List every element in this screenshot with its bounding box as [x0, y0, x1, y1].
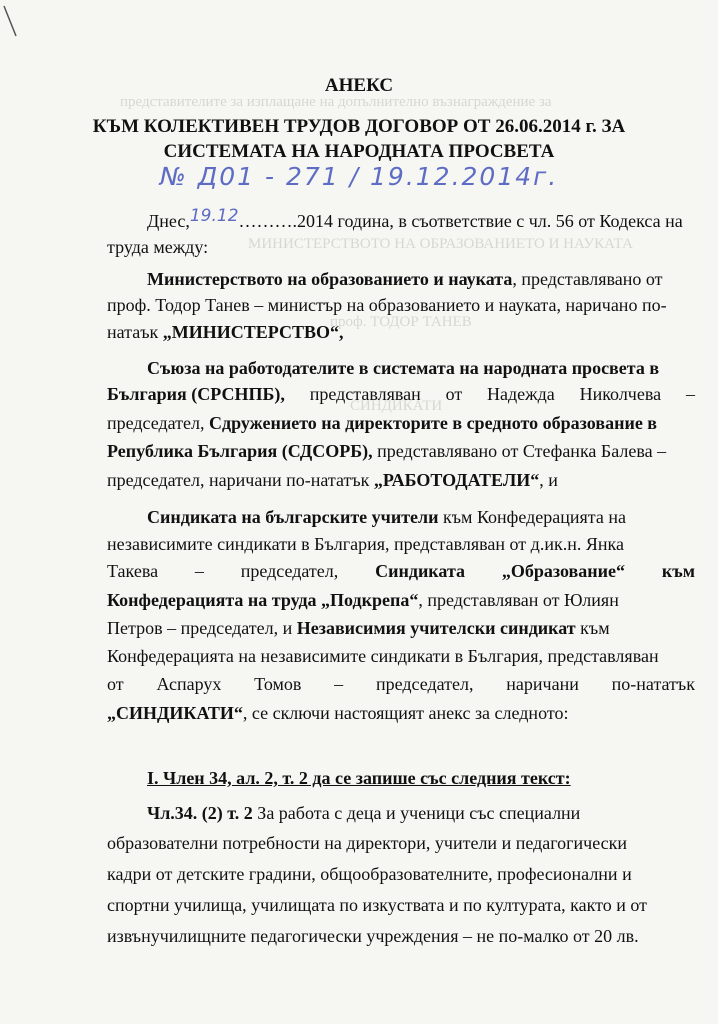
section-para-line2: образователни потребности на директори, учители и педагогически — [107, 833, 628, 853]
unions-line1: Синдиката на българските учители към Конфедерацията на — [147, 507, 626, 527]
unions-line5: Петров – председател, и Независимия учителски синдикат към — [107, 618, 610, 638]
employers-alias: „РАБОТОДАТЕЛИ“ — [373, 470, 540, 490]
ministry-line3: натаък „МИНИСТЕРСТВО“, — [107, 322, 344, 342]
section-heading: I. Член 34, ал. 2, т. 2 да се запише със следния текст: — [147, 768, 571, 788]
bleed-through-text: СИНДИКАТИ — [350, 398, 443, 414]
section-para-line1: Чл.34. (2) т. 2 За работа с деца и ученици със специални — [147, 803, 581, 823]
ministry-alias: „МИНИСТЕРСТВО“, — [162, 322, 344, 342]
document-subtitle-line2: СИСТЕМАТА НА НАРОДНАТА ПРОСВЕТА — [163, 141, 555, 162]
employers-line5: председател, наричани по-нататък „РАБОТОДАТЕЛИ“, и — [107, 470, 558, 490]
unions-line2: независимите синдикати в България, представляван от д.ик.н. Янка — [107, 534, 624, 554]
handwritten-registration: № Д01 - 271 / 19.12.2014г. — [159, 162, 559, 191]
employers-line1: Съюза на работодателите в системата на народната просвета в — [147, 358, 660, 378]
ministry-name: Министерството на образованието и науката — [147, 269, 513, 289]
employers-line3: председател, Сдружението на директорите в средното образование в — [107, 413, 658, 433]
unions-line8: „СИНДИКАТИ“, се сключи настоящият анекс за следното: — [107, 703, 569, 723]
unions-line6: Конфедерацията на независимите синдикати в България, представляван — [107, 646, 659, 666]
registration-number — [0, 162, 718, 191]
bleed-through-text: МИНИСТЕРСТВОТО НА ОБРАЗОВАНИЕТО И НАУКАТА — [248, 236, 633, 252]
bleed-through-text: представителите за изплащане на допълнително възнаграждение за — [120, 94, 552, 110]
ministry-line1: Министерството на образованието и науката, представлявано от — [147, 269, 663, 289]
bleed-through-text: проф. ТОДОР ТАНЕВ — [330, 314, 472, 330]
section-para-line3: кадри от детските градини, общообразователните, професионални и — [107, 864, 632, 884]
section-para-line4: спортни училища, училищата по изкуствата и по културата, както и от — [107, 895, 648, 915]
unions-line3: Такева – председател, Синдиката „Образование“ към — [107, 561, 695, 581]
unions-alias: „СИНДИКАТИ“ — [107, 703, 243, 723]
staple-mark — [0, 0, 40, 40]
intro-line2: труда между: — [107, 237, 209, 257]
document-title: АНЕКС — [324, 75, 394, 96]
employers-line2: България (СРСНПБ), представляван от Надежда Николчева – — [107, 384, 695, 404]
handwritten-date: 19.12 — [189, 206, 239, 226]
document-subtitle-line1: КЪМ КОЛЕКТИВЕН ТРУДОВ ДОГОВОР ОТ 26.06.2014 г. ЗА — [92, 116, 626, 137]
intro-line1: Днес,19.12……….2014 година, в съответствие с чл. 56 от Кодекса на — [147, 206, 683, 231]
unions-line7: от Аспарух Томов – председател, наричани по-нататък — [107, 674, 695, 694]
employers-line4: Република България (СДСОРБ), представлявано от Стефанка Балева – — [107, 441, 667, 461]
section-para-line5: извънучилищните педагогически учреждения – не по-малко от 20 лв. — [107, 926, 639, 946]
unions-line4: Конфедерацията на труда „Подкрепа“, представляван от Юлиян — [107, 590, 619, 610]
ministry-line2: проф. Тодор Танев – министър на образованието и науката, наричано по- — [107, 295, 667, 315]
